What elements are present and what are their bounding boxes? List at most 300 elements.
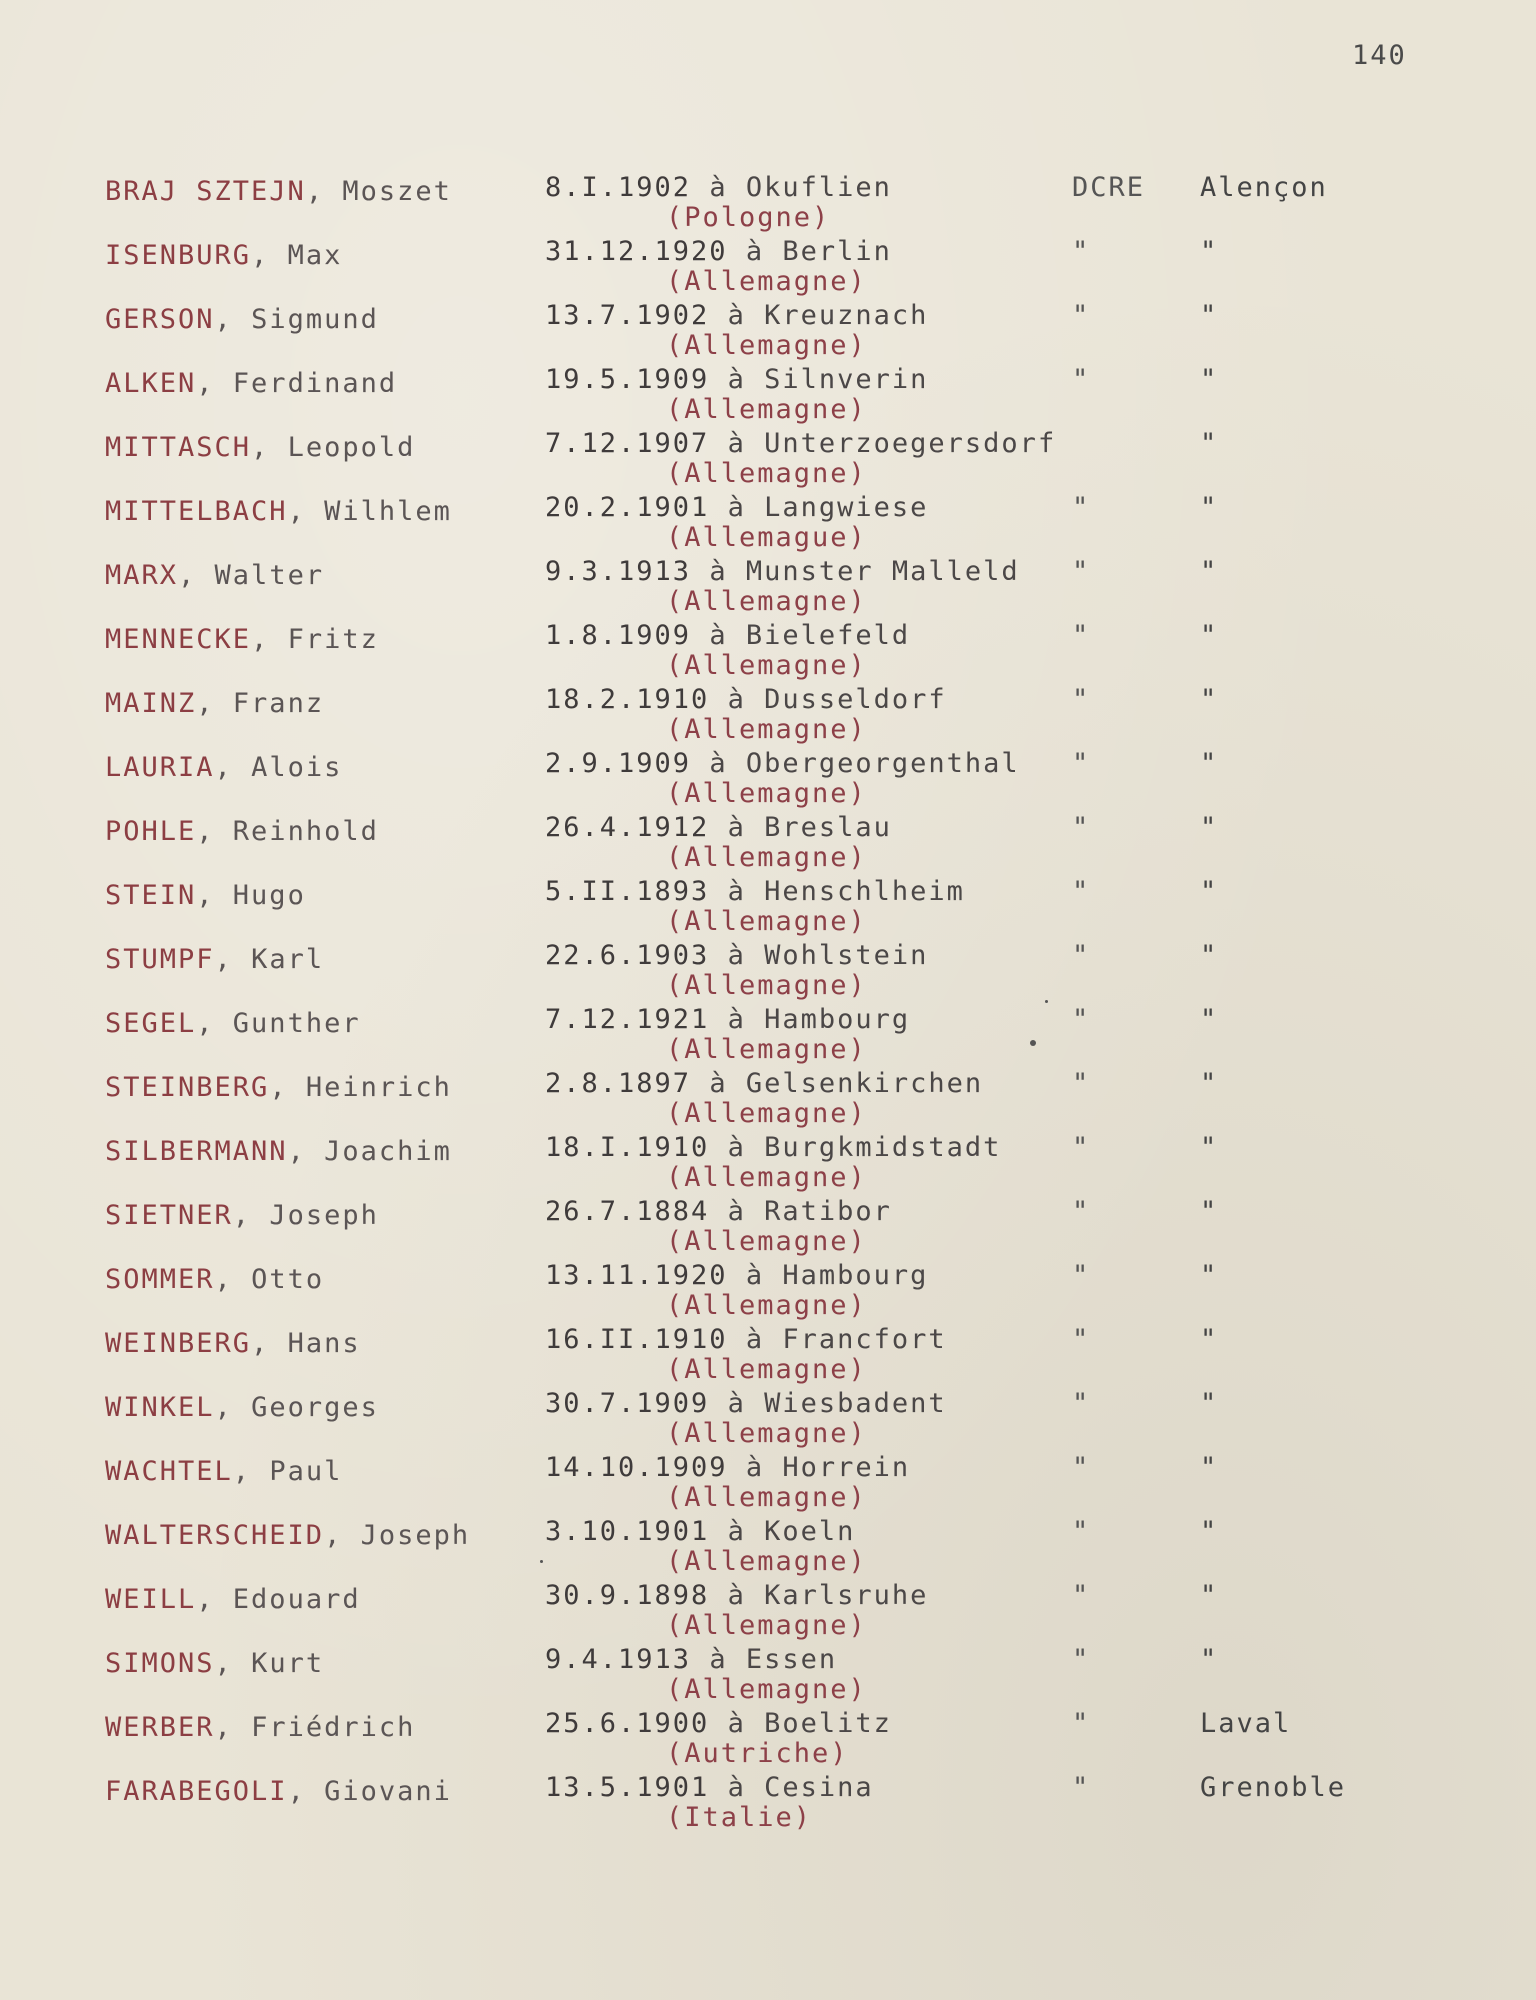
name-separator: , xyxy=(232,1200,270,1231)
camp-code: " xyxy=(1072,812,1091,843)
camp-code: " xyxy=(1072,364,1091,395)
table-row xyxy=(0,428,1536,492)
given-name: Ferdinand xyxy=(232,368,398,399)
given-name: Paul xyxy=(269,1456,343,1487)
birth-date: 8.I.1902 xyxy=(545,172,692,203)
given-name: Giovani xyxy=(324,1776,452,1807)
birth-place: Hambourg xyxy=(782,1260,929,1291)
table-row xyxy=(0,1516,1536,1580)
destination: Grenoble xyxy=(1200,1772,1347,1803)
birth-country: (Allemagne) xyxy=(666,970,867,1001)
birth-date: 18.2.1910 xyxy=(545,684,710,715)
birth-info xyxy=(545,1644,837,1676)
name-separator: , xyxy=(324,1520,361,1551)
destination: " xyxy=(1200,876,1219,907)
birth-country: (Allemagne) xyxy=(666,1290,867,1321)
birth-country: (Allemagne) xyxy=(666,1674,867,1705)
birth-info xyxy=(545,172,892,204)
birth-info xyxy=(545,428,1056,460)
destination: " xyxy=(1200,364,1219,395)
birth-place: Cesina xyxy=(764,1772,874,1803)
surname: ISENBURG xyxy=(105,240,252,271)
birth-info xyxy=(545,620,910,652)
birth-info xyxy=(545,1132,1001,1164)
person-name xyxy=(105,816,379,848)
birth-country: (Allemague) xyxy=(666,522,867,553)
given-name: Alois xyxy=(251,752,343,783)
given-name: Otto xyxy=(251,1264,325,1295)
birth-place: Koeln xyxy=(764,1516,856,1547)
camp-code: " xyxy=(1072,1708,1091,1739)
camp-code: " xyxy=(1072,1196,1091,1227)
birth-date: 13.7.1902 xyxy=(545,300,710,331)
person-name xyxy=(105,496,452,528)
table-row xyxy=(0,364,1536,428)
surname: BRAJ SZTEJN xyxy=(105,176,306,207)
name-separator: , xyxy=(196,880,233,911)
birth-info xyxy=(545,364,928,396)
table-row xyxy=(0,876,1536,940)
given-name: Friédrich xyxy=(251,1712,416,1743)
birth-place: Dusseldorf xyxy=(764,684,947,715)
birth-info xyxy=(545,236,892,268)
birth-info xyxy=(545,492,928,524)
birth-date: 7.12.1907 xyxy=(545,428,710,459)
birth-place: Silnverin xyxy=(764,364,929,395)
page-number: 140 xyxy=(1352,40,1407,71)
name-separator: , xyxy=(232,1456,270,1487)
birth-date: 1.8.1909 xyxy=(545,620,692,651)
name-separator: , xyxy=(196,1584,233,1615)
birth-place: Kreuznach xyxy=(764,300,929,331)
name-separator: , xyxy=(251,240,288,271)
birth-place: Henschlheim xyxy=(764,876,965,907)
destination: Laval xyxy=(1200,1708,1292,1739)
person-name xyxy=(105,560,324,592)
birth-place: Hambourg xyxy=(764,1004,911,1035)
destination: " xyxy=(1200,1324,1219,1355)
birth-country: (Allemagne) xyxy=(666,394,867,425)
birth-place: Wohlstein xyxy=(764,940,929,971)
birth-place: Ratibor xyxy=(764,1196,892,1227)
birth-country: (Allemagne) xyxy=(666,778,867,809)
surname: LAURIA xyxy=(105,752,215,783)
birth-country: (Allemagne) xyxy=(666,586,867,617)
person-name xyxy=(105,1072,452,1104)
camp-code: " xyxy=(1072,1516,1091,1547)
table-row xyxy=(0,172,1536,236)
birth-date: 31.12.1920 xyxy=(545,236,728,267)
birth-country: (Allemagne) xyxy=(666,458,867,489)
person-name xyxy=(105,1584,361,1616)
given-name: Hugo xyxy=(232,880,306,911)
name-separator: , xyxy=(178,560,215,591)
name-separator: , xyxy=(251,1328,288,1359)
birth-place: Bielefeld xyxy=(745,620,911,651)
person-name xyxy=(105,880,306,912)
given-name: Joachim xyxy=(324,1136,452,1167)
birth-place: Obergeorgenthal xyxy=(745,748,1020,779)
given-name: Max xyxy=(287,240,343,271)
surname: SIETNER xyxy=(105,1200,233,1231)
given-name: Gunther xyxy=(232,1008,361,1039)
birth-date: 3.10.1901 xyxy=(545,1516,710,1547)
birth-country: (Allemagne) xyxy=(666,1034,867,1065)
destination: " xyxy=(1200,300,1219,331)
person-name xyxy=(105,368,397,400)
name-separator: , xyxy=(287,1776,325,1807)
given-name: Karl xyxy=(251,944,325,975)
table-row xyxy=(0,748,1536,812)
birth-place: Berlin xyxy=(782,236,892,267)
birth-info xyxy=(545,300,928,332)
birth-country: (Allemagne) xyxy=(666,650,867,681)
name-separator: , xyxy=(214,1712,252,1743)
table-row xyxy=(0,1772,1536,1836)
destination: " xyxy=(1200,556,1219,587)
person-name xyxy=(105,1712,415,1744)
person-name xyxy=(105,1264,324,1296)
surname: SIMONS xyxy=(105,1648,215,1679)
birth-info xyxy=(545,556,1020,588)
birth-country: (Allemagne) xyxy=(666,842,867,873)
birth-place: Karlsruhe xyxy=(764,1580,929,1611)
birth-country: (Allemagne) xyxy=(666,714,867,745)
destination: " xyxy=(1200,1132,1219,1163)
surname: SOMMER xyxy=(105,1264,215,1295)
name-separator: , xyxy=(251,432,288,463)
table-row xyxy=(0,1580,1536,1644)
birth-date: 26.7.1884 xyxy=(545,1196,710,1227)
table-row xyxy=(0,1068,1536,1132)
table-row xyxy=(0,300,1536,364)
table-row xyxy=(0,1004,1536,1068)
birth-date: 13.5.1901 xyxy=(545,1772,710,1803)
birth-separator: à xyxy=(727,492,746,523)
surname: ALKEN xyxy=(105,368,197,399)
birth-separator: à xyxy=(727,684,746,715)
destination: " xyxy=(1200,812,1219,843)
birth-place: Gelsenkirchen xyxy=(745,1068,984,1099)
birth-date: 13.11.1920 xyxy=(545,1260,728,1291)
birth-separator: à xyxy=(727,300,746,331)
person-name xyxy=(105,1136,452,1168)
table-row xyxy=(0,492,1536,556)
given-name: Leopold xyxy=(287,432,416,463)
camp-code: " xyxy=(1072,1132,1091,1163)
birth-date: 9.4.1913 xyxy=(545,1644,692,1675)
birth-date: 26.4.1912 xyxy=(545,812,710,843)
camp-code: " xyxy=(1072,1324,1091,1355)
table-row xyxy=(0,1388,1536,1452)
table-row xyxy=(0,940,1536,1004)
birth-date: 30.7.1909 xyxy=(545,1388,710,1419)
destination: " xyxy=(1200,940,1219,971)
birth-separator: à xyxy=(709,1644,728,1675)
given-name: Kurt xyxy=(251,1648,325,1679)
name-separator: , xyxy=(287,1136,325,1167)
destination: " xyxy=(1200,1004,1219,1035)
destination: " xyxy=(1200,1068,1219,1099)
birth-separator: à xyxy=(745,1452,765,1483)
birth-country: (Italie) xyxy=(666,1802,813,1833)
table-row xyxy=(0,1260,1536,1324)
camp-code: " xyxy=(1072,684,1091,715)
birth-info xyxy=(545,1260,928,1292)
destination: " xyxy=(1200,748,1219,779)
birth-country: (Allemagne) xyxy=(666,1162,867,1193)
camp-code: " xyxy=(1072,1260,1091,1291)
camp-code: " xyxy=(1072,236,1091,267)
birth-separator: à xyxy=(745,1324,765,1355)
birth-country: (Allemagne) xyxy=(666,330,867,361)
name-separator: , xyxy=(287,496,325,527)
birth-country: (Allemagne) xyxy=(666,1546,867,1577)
given-name: Edouard xyxy=(232,1584,361,1615)
birth-country: (Pologne) xyxy=(666,202,831,233)
birth-separator: à xyxy=(727,1708,746,1739)
given-name: Joseph xyxy=(269,1200,379,1231)
given-name: Wilhlem xyxy=(324,496,452,527)
destination: " xyxy=(1200,236,1219,267)
surname: STEIN xyxy=(105,880,197,911)
surname: MITTASCH xyxy=(105,432,252,463)
person-name xyxy=(105,432,415,464)
camp-code: " xyxy=(1072,300,1091,331)
ink-speck xyxy=(540,1560,543,1563)
birth-separator: à xyxy=(727,1516,746,1547)
birth-separator: à xyxy=(727,1196,746,1227)
destination: " xyxy=(1200,684,1219,715)
surname: WALTERSCHEID xyxy=(105,1520,325,1551)
birth-info xyxy=(545,1516,855,1548)
given-name: Franz xyxy=(232,688,325,719)
birth-country: (Allemagne) xyxy=(666,1354,867,1385)
birth-separator: à xyxy=(727,1580,746,1611)
camp-code: " xyxy=(1072,1644,1091,1675)
birth-separator: à xyxy=(727,876,746,907)
camp-code: " xyxy=(1072,1772,1091,1803)
name-separator: , xyxy=(196,1008,233,1039)
birth-country: (Allemagne) xyxy=(666,1610,867,1641)
given-name: Georges xyxy=(251,1392,379,1423)
birth-separator: à xyxy=(727,1772,746,1803)
birth-place: Francfort xyxy=(782,1324,947,1355)
birth-place: Munster Malleld xyxy=(745,556,1020,587)
destination: " xyxy=(1200,1452,1219,1483)
table-row xyxy=(0,556,1536,620)
birth-date: 30.9.1898 xyxy=(545,1580,710,1611)
birth-place: Okuflien xyxy=(745,172,892,203)
birth-separator: à xyxy=(709,172,728,203)
table-row xyxy=(0,620,1536,684)
birth-info xyxy=(545,1324,947,1356)
person-name xyxy=(105,1648,324,1680)
birth-date: 14.10.1909 xyxy=(545,1452,728,1483)
person-name xyxy=(105,1520,470,1552)
person-name xyxy=(105,688,324,720)
birth-info xyxy=(545,1388,947,1420)
entries-list xyxy=(0,172,1536,1836)
name-separator: , xyxy=(214,752,252,783)
birth-country: (Allemagne) xyxy=(666,1418,867,1449)
birth-date: 2.9.1909 xyxy=(545,748,692,779)
birth-country: (Allemagne) xyxy=(666,1226,867,1257)
birth-date: 25.6.1900 xyxy=(545,1708,710,1739)
given-name: Moszet xyxy=(342,176,452,207)
destination: " xyxy=(1200,1516,1219,1547)
person-name xyxy=(105,944,324,976)
given-name: Heinrich xyxy=(305,1072,452,1103)
birth-country: (Autriche) xyxy=(666,1738,849,1769)
given-name: Fritz xyxy=(287,624,379,655)
table-row xyxy=(0,1708,1536,1772)
table-row xyxy=(0,684,1536,748)
destination: " xyxy=(1200,428,1219,459)
given-name: Sigmund xyxy=(251,304,379,335)
birth-country: (Allemagne) xyxy=(666,266,867,297)
given-name: Joseph xyxy=(360,1520,471,1551)
birth-separator: à xyxy=(727,1388,746,1419)
birth-separator: à xyxy=(709,748,728,779)
birth-info xyxy=(545,1580,928,1612)
camp-code: " xyxy=(1072,1004,1091,1035)
table-row xyxy=(0,812,1536,876)
birth-separator: à xyxy=(745,1260,765,1291)
birth-separator: à xyxy=(727,428,746,459)
birth-info xyxy=(545,1708,892,1740)
birth-separator: à xyxy=(727,1132,746,1163)
name-separator: , xyxy=(305,176,343,207)
person-name xyxy=(105,624,379,656)
birth-info xyxy=(545,1004,910,1036)
person-name xyxy=(105,1200,379,1232)
name-separator: , xyxy=(214,944,252,975)
birth-info xyxy=(545,1772,874,1804)
birth-date: 22.6.1903 xyxy=(545,940,710,971)
birth-separator: à xyxy=(709,1068,728,1099)
birth-info xyxy=(545,1452,910,1484)
birth-date: 7.12.1921 xyxy=(545,1004,710,1035)
destination: " xyxy=(1200,1644,1219,1675)
person-name xyxy=(105,1392,379,1424)
destination: " xyxy=(1200,492,1219,523)
camp-code: " xyxy=(1072,940,1091,971)
surname: STEINBERG xyxy=(105,1072,270,1103)
surname: SEGEL xyxy=(105,1008,197,1039)
camp-code: " xyxy=(1072,1580,1091,1611)
birth-separator: à xyxy=(709,620,728,651)
ink-speck xyxy=(1045,1000,1048,1003)
surname: MITTELBACH xyxy=(105,496,288,527)
name-separator: , xyxy=(214,1264,252,1295)
birth-date: 9.3.1913 xyxy=(545,556,692,587)
name-separator: , xyxy=(196,368,233,399)
birth-info xyxy=(545,940,928,972)
birth-separator: à xyxy=(709,556,728,587)
camp-code: " xyxy=(1072,1388,1091,1419)
name-separator: , xyxy=(251,624,288,655)
person-name xyxy=(105,1776,452,1808)
surname: FARABEGOLI xyxy=(105,1776,288,1807)
birth-info xyxy=(545,684,947,716)
birth-separator: à xyxy=(727,812,746,843)
birth-place: Essen xyxy=(745,1644,838,1675)
camp-code: " xyxy=(1072,1452,1091,1483)
birth-date: 5.II.1893 xyxy=(545,876,710,907)
person-name xyxy=(105,240,342,272)
table-row xyxy=(0,1196,1536,1260)
surname: GERSON xyxy=(105,304,215,335)
person-name xyxy=(105,304,379,336)
destination: " xyxy=(1200,620,1219,651)
birth-date: 18.I.1910 xyxy=(545,1132,710,1163)
destination: Alençon xyxy=(1200,172,1328,203)
birth-separator: à xyxy=(745,236,765,267)
birth-date: 20.2.1901 xyxy=(545,492,710,523)
birth-separator: à xyxy=(727,940,746,971)
birth-country: (Allemagne) xyxy=(666,1482,867,1513)
birth-country: (Allemagne) xyxy=(666,906,867,937)
name-separator: , xyxy=(214,1392,252,1423)
surname: WERBER xyxy=(105,1712,215,1743)
destination: " xyxy=(1200,1388,1219,1419)
name-separator: , xyxy=(269,1072,306,1103)
surname: STUMPF xyxy=(105,944,215,975)
destination: " xyxy=(1200,1196,1219,1227)
surname: POHLE xyxy=(105,816,197,847)
birth-place: Boelitz xyxy=(764,1708,892,1739)
birth-date: 16.II.1910 xyxy=(545,1324,728,1355)
birth-info xyxy=(545,748,1020,780)
birth-date: 2.8.1897 xyxy=(545,1068,692,1099)
surname: MARX xyxy=(105,560,179,591)
camp-code: " xyxy=(1072,1068,1091,1099)
surname: SILBERMANN xyxy=(105,1136,288,1167)
ink-speck xyxy=(1030,1040,1036,1046)
camp-code: " xyxy=(1072,620,1091,651)
birth-place: Langwiese xyxy=(764,492,929,523)
birth-place: Unterzoegersdorf xyxy=(764,428,1057,459)
surname: WACHTEL xyxy=(105,1456,233,1487)
table-row xyxy=(0,1644,1536,1708)
name-separator: , xyxy=(196,816,233,847)
name-separator: , xyxy=(196,688,233,719)
table-row xyxy=(0,236,1536,300)
birth-info xyxy=(545,812,892,844)
name-separator: , xyxy=(214,304,252,335)
surname: WEINBERG xyxy=(105,1328,252,1359)
name-separator: , xyxy=(214,1648,252,1679)
destination: " xyxy=(1200,1260,1219,1291)
surname: MENNECKE xyxy=(105,624,252,655)
surname: MAINZ xyxy=(105,688,197,719)
camp-code: " xyxy=(1072,556,1091,587)
birth-place: Burgkmidstadt xyxy=(764,1132,1002,1163)
person-name xyxy=(105,1456,342,1488)
birth-place: Wiesbadent xyxy=(764,1388,947,1419)
camp-code: " xyxy=(1072,492,1091,523)
given-name: Hans xyxy=(287,1328,361,1359)
birth-separator: à xyxy=(727,1004,746,1035)
given-name: Walter xyxy=(214,560,325,591)
person-name xyxy=(105,1008,361,1040)
destination: " xyxy=(1200,1580,1219,1611)
camp-code: " xyxy=(1072,876,1091,907)
birth-country: (Allemagne) xyxy=(666,1098,867,1129)
surname: WINKEL xyxy=(105,1392,215,1423)
birth-place: Horrein xyxy=(782,1452,911,1483)
